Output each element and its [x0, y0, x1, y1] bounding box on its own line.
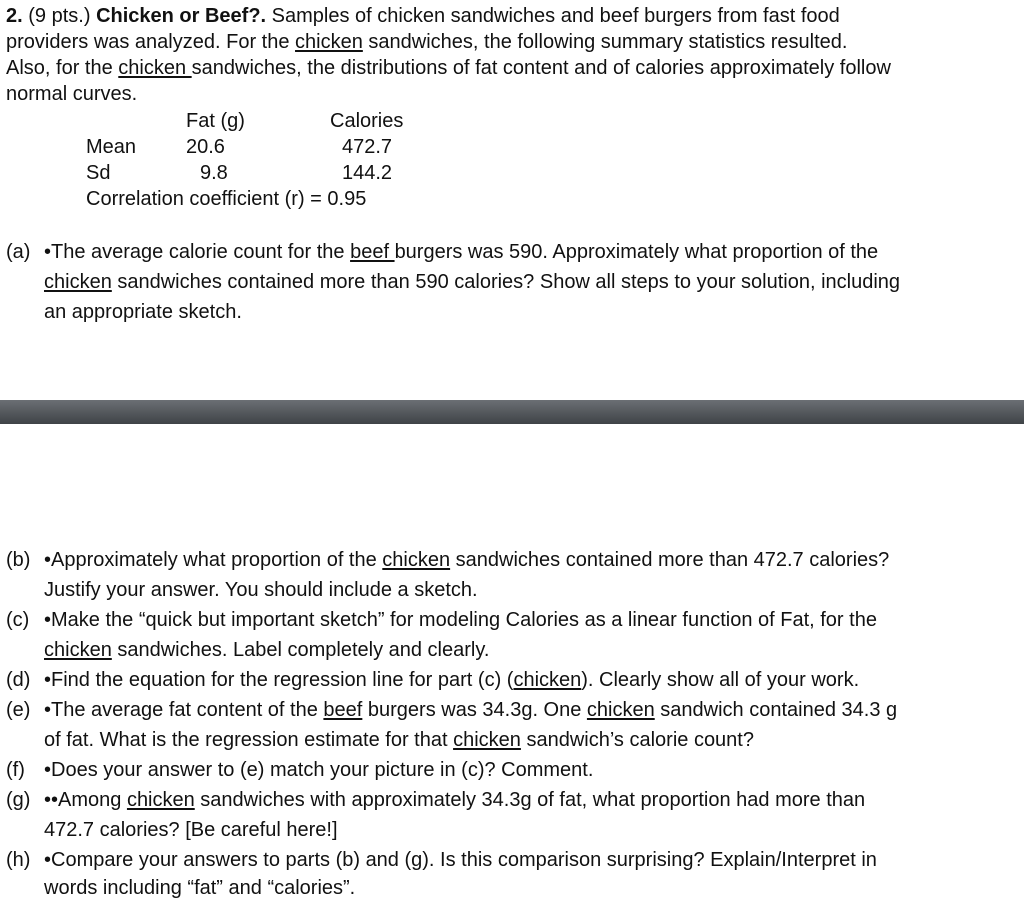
part-h-line-1: •Compare your answers to parts (b) and (g). Is this comparison surprising? Explain/Interpret in — [44, 849, 877, 871]
intro-line-4: normal curves. — [6, 83, 138, 105]
part-b-line-2: Justify your answer. You should include a sketch. — [44, 579, 478, 601]
stats-correlation: Correlation coefficient (r) = 0.95 — [86, 188, 367, 210]
intro-line-2: providers was analyzed. For the chicken sandwiches, the following summary statistics resulted. — [6, 31, 848, 53]
part-c-label: (c) — [6, 609, 30, 631]
part-a-line-2: chicken sandwiches contained more than 590 calories? Show all steps to your solution, including — [44, 271, 901, 293]
part-a-line-3: an appropriate sketch. — [44, 301, 242, 323]
part-b-label: (b) — [6, 549, 31, 571]
stats-mean-fat: 20.6 — [186, 136, 225, 158]
part-d-line-1: •Find the equation for the regression line for part (c) (chicken). Clearly show all of your work. — [44, 669, 860, 691]
problem-number: 2. — [6, 5, 23, 27]
part-d-label: (d) — [6, 669, 31, 691]
intro-line-1: Samples of chicken sandwiches and beef burgers from fast food — [271, 5, 840, 27]
stats-sd-fat: 9.8 — [200, 162, 228, 184]
part-a-label: (a) — [6, 241, 31, 263]
part-f-label: (f) — [6, 759, 25, 781]
problem-points: (9 pts.) — [28, 5, 91, 27]
part-f-line-1: •Does your answer to (e) match your picture in (c)? Comment. — [44, 759, 594, 781]
stats-mean-calories: 472.7 — [342, 136, 393, 158]
stats-sd-calories: 144.2 — [342, 162, 393, 184]
part-a-line-1: •The average calorie count for the beef burgers was 590. Approximately what proportion of the — [44, 241, 879, 263]
stats-header-calories: Calories — [330, 110, 404, 132]
part-e-label: (e) — [6, 699, 31, 721]
part-b-line-1: •Approximately what proportion of the chicken sandwiches contained more than 472.7 calories? — [44, 549, 890, 571]
stats-mean-label: Mean — [86, 136, 137, 158]
part-e-line-1: •The average fat content of the beef burgers was 34.3g. One chicken sandwich contained 34.3 g — [44, 699, 898, 721]
intro-line-3: Also, for the chicken sandwiches, the distributions of fat content and of calories approximately follow — [6, 57, 891, 79]
page-divider-bar — [0, 400, 1024, 424]
part-c-line-1: •Make the “quick but important sketch” for modeling Calories as a linear function of Fat, for the — [44, 609, 877, 631]
stats-sd-label: Sd — [86, 162, 111, 184]
part-h-line-2: words including “fat” and “calories”. — [44, 877, 356, 899]
problem-title: Chicken or Beef?. — [96, 5, 267, 27]
stats-header-fat: Fat (g) — [186, 110, 245, 132]
part-g-label: (g) — [6, 789, 31, 811]
problem-heading — [6, 4, 840, 28]
part-h-label: (h) — [6, 849, 31, 871]
part-e-line-2: of fat. What is the regression estimate for that chicken sandwich’s calorie count? — [44, 729, 754, 751]
part-c-line-2: chicken sandwiches. Label completely and clearly. — [44, 639, 490, 661]
part-g-line-2: 472.7 calories? [Be careful here!] — [44, 819, 338, 841]
part-g-line-1: ••Among chicken sandwiches with approximately 34.3g of fat, what proportion had more than — [44, 789, 866, 811]
